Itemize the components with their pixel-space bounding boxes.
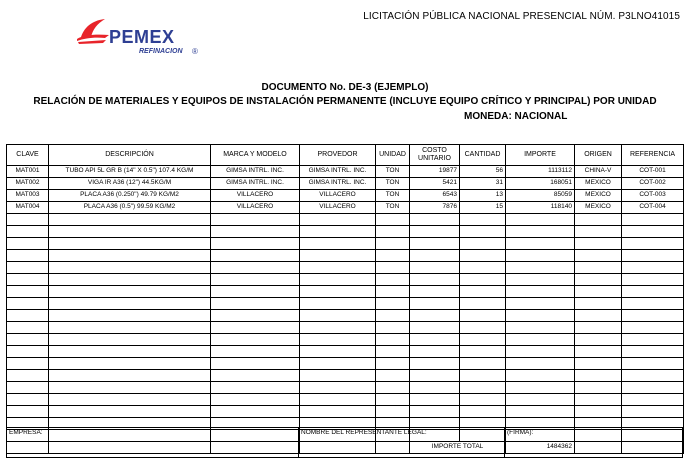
empty-cell xyxy=(376,358,410,370)
empty-cell xyxy=(376,382,410,394)
empty-cell xyxy=(376,334,410,346)
empty-cell xyxy=(622,310,684,322)
empty-cell xyxy=(376,310,410,322)
table-row xyxy=(7,166,684,178)
empty-row xyxy=(7,346,684,358)
cell-importe: 118140 xyxy=(506,202,575,214)
cell-costo: 19877 xyxy=(410,166,460,178)
empty-cell xyxy=(622,334,684,346)
empty-cell xyxy=(376,238,410,250)
empty-cell xyxy=(376,370,410,382)
empty-cell xyxy=(460,346,506,358)
empty-cell xyxy=(575,310,622,322)
empty-cell xyxy=(506,310,575,322)
empty-cell xyxy=(7,346,49,358)
empty-cell xyxy=(460,310,506,322)
empty-cell xyxy=(7,406,49,418)
currency-title: MONEDA: NACIONAL xyxy=(464,111,568,122)
header-referencia: REFERENCIA xyxy=(622,145,684,166)
cell-importe: 85059 xyxy=(506,190,575,202)
empty-cell xyxy=(211,310,300,322)
empty-row xyxy=(7,214,684,226)
empty-cell xyxy=(460,238,506,250)
empty-cell xyxy=(410,250,460,262)
signature-section xyxy=(6,427,683,458)
header-clave: CLAVE xyxy=(7,145,49,166)
empty-cell xyxy=(460,226,506,238)
empty-cell xyxy=(376,226,410,238)
cell-costo: 5421 xyxy=(410,178,460,190)
empty-cell xyxy=(622,370,684,382)
empty-cell xyxy=(575,238,622,250)
table-header-row xyxy=(7,145,684,166)
empty-cell xyxy=(7,310,49,322)
empty-cell xyxy=(376,394,410,406)
empty-cell xyxy=(622,406,684,418)
empty-cell xyxy=(211,394,300,406)
empty-cell xyxy=(49,358,211,370)
empty-cell xyxy=(7,394,49,406)
empty-cell xyxy=(622,238,684,250)
empty-cell xyxy=(376,274,410,286)
cell-cantidad: 15 xyxy=(460,202,506,214)
empty-cell xyxy=(300,370,376,382)
empty-cell xyxy=(49,238,211,250)
cell-referencia: COT-002 xyxy=(622,178,684,190)
empty-cell xyxy=(410,262,460,274)
empty-cell xyxy=(376,214,410,226)
empty-cell xyxy=(211,382,300,394)
empty-cell xyxy=(211,370,300,382)
registered-mark: ® xyxy=(192,47,198,56)
empty-cell xyxy=(622,286,684,298)
empty-cell xyxy=(575,358,622,370)
empty-cell xyxy=(575,370,622,382)
empty-cell xyxy=(622,274,684,286)
empty-cell xyxy=(410,322,460,334)
empty-row xyxy=(7,226,684,238)
table-row xyxy=(7,202,684,214)
empty-row xyxy=(7,358,684,370)
header-origen: ORIGEN xyxy=(575,145,622,166)
empty-cell xyxy=(49,310,211,322)
empty-cell xyxy=(7,214,49,226)
firma-field[interactable]: (FIRMA): xyxy=(507,429,534,436)
header-unidad: UNIDAD xyxy=(376,145,410,166)
pemex-wordmark: PEMEX xyxy=(109,27,175,47)
empty-cell xyxy=(575,250,622,262)
cell-cantidad: 56 xyxy=(460,166,506,178)
table-body xyxy=(7,166,684,454)
cell-proveedor: GIMSA INTRL. INC. xyxy=(300,178,376,190)
empty-cell xyxy=(410,406,460,418)
empty-cell xyxy=(622,298,684,310)
cell-origen: MEXICO xyxy=(575,190,622,202)
empty-cell xyxy=(300,310,376,322)
empty-cell xyxy=(575,394,622,406)
empty-cell xyxy=(49,382,211,394)
empty-cell xyxy=(376,406,410,418)
empty-cell xyxy=(211,214,300,226)
empty-cell xyxy=(300,298,376,310)
empty-cell xyxy=(460,298,506,310)
empty-cell xyxy=(211,262,300,274)
pemex-eagle-icon xyxy=(75,17,111,47)
empty-cell xyxy=(460,334,506,346)
cell-clave: MAT002 xyxy=(7,178,49,190)
empty-cell xyxy=(460,370,506,382)
empty-row xyxy=(7,274,684,286)
representante-field[interactable]: NOMBRE DEL REPRESENTANTE LEGAL: xyxy=(299,428,505,457)
empty-cell xyxy=(7,370,49,382)
empty-cell xyxy=(7,298,49,310)
empty-cell xyxy=(300,322,376,334)
empty-cell xyxy=(300,346,376,358)
cell-descripcion: PLACA A36 (0.5") 99.59 KG/M2 xyxy=(49,202,211,214)
empty-cell xyxy=(211,286,300,298)
cell-descripcion: PLACA A36 (0.250") 49.79 KG/M2 xyxy=(49,190,211,202)
cell-referencia: COT-003 xyxy=(622,190,684,202)
empty-cell xyxy=(575,214,622,226)
empty-row xyxy=(7,382,684,394)
empty-cell xyxy=(460,394,506,406)
empty-cell xyxy=(575,334,622,346)
empty-cell xyxy=(300,262,376,274)
empty-cell xyxy=(460,322,506,334)
header-cantidad: CANTIDAD xyxy=(460,145,506,166)
empty-cell xyxy=(49,226,211,238)
empty-row xyxy=(7,334,684,346)
empty-cell xyxy=(575,346,622,358)
cell-marca: GIMSA INTRL. INC. xyxy=(211,166,300,178)
refinacion-label: REFINACION xyxy=(139,48,183,55)
empty-cell xyxy=(575,298,622,310)
cell-unidad: TON xyxy=(376,202,410,214)
empty-cell xyxy=(506,382,575,394)
empty-cell xyxy=(7,358,49,370)
empty-cell xyxy=(410,370,460,382)
cell-proveedor: VILLACERO xyxy=(300,190,376,202)
empty-cell xyxy=(506,250,575,262)
empty-cell xyxy=(300,334,376,346)
empty-row xyxy=(7,238,684,250)
empty-cell xyxy=(410,346,460,358)
empty-cell xyxy=(410,394,460,406)
empty-cell xyxy=(506,226,575,238)
empty-cell xyxy=(460,286,506,298)
cell-referencia: COT-004 xyxy=(622,202,684,214)
empty-cell xyxy=(622,394,684,406)
empty-cell xyxy=(410,298,460,310)
empty-cell xyxy=(300,214,376,226)
empresa-field[interactable]: EMPRESA: xyxy=(7,428,299,457)
cell-importe: 168051 xyxy=(506,178,575,190)
empty-row xyxy=(7,310,684,322)
empty-cell xyxy=(300,250,376,262)
empty-row xyxy=(7,262,684,274)
empty-cell xyxy=(49,334,211,346)
empty-cell xyxy=(506,394,575,406)
cell-cantidad: 13 xyxy=(460,190,506,202)
empty-cell xyxy=(622,226,684,238)
empty-cell xyxy=(622,214,684,226)
empty-cell xyxy=(376,322,410,334)
empty-cell xyxy=(575,274,622,286)
empty-cell xyxy=(300,358,376,370)
relation-title: RELACIÓN DE MATERIALES Y EQUIPOS DE INSTALACIÓN PERMANENTE (INCLUYE EQUIPO CRÍTICO Y PRINCIPAL) POR UNIDAD xyxy=(33,96,657,107)
empty-cell xyxy=(506,262,575,274)
cell-descripcion: VIGA IR A36 (12") 44.5KG/M xyxy=(49,178,211,190)
empty-cell xyxy=(7,250,49,262)
empty-cell xyxy=(410,358,460,370)
empty-cell xyxy=(211,334,300,346)
empty-cell xyxy=(622,358,684,370)
cell-clave: MAT004 xyxy=(7,202,49,214)
empty-cell xyxy=(410,310,460,322)
empty-cell xyxy=(376,286,410,298)
cell-importe: 1113112 xyxy=(506,166,575,178)
cell-marca: VILLACERO xyxy=(211,202,300,214)
empty-cell xyxy=(300,406,376,418)
empty-cell xyxy=(300,226,376,238)
table-row xyxy=(7,178,684,190)
empty-row xyxy=(7,298,684,310)
header-descripcion: DESCRIPCIÓN xyxy=(49,145,211,166)
empty-cell xyxy=(376,346,410,358)
empty-cell xyxy=(376,250,410,262)
pemex-logo xyxy=(75,17,205,59)
empty-row xyxy=(7,322,684,334)
empty-cell xyxy=(410,238,460,250)
empty-cell xyxy=(460,214,506,226)
empty-cell xyxy=(211,346,300,358)
empty-cell xyxy=(211,298,300,310)
cell-unidad: TON xyxy=(376,190,410,202)
empty-cell xyxy=(622,322,684,334)
table-row xyxy=(7,190,684,202)
empty-cell xyxy=(410,226,460,238)
empty-cell xyxy=(506,298,575,310)
empty-cell xyxy=(7,274,49,286)
empty-cell xyxy=(211,250,300,262)
document-title: DOCUMENTO No. DE-3 (EJEMPLO) xyxy=(261,82,429,93)
header-importe: IMPORTE xyxy=(506,145,575,166)
empty-cell xyxy=(300,274,376,286)
empty-cell xyxy=(622,346,684,358)
cell-costo: 7876 xyxy=(410,202,460,214)
header-costo: COSTO UNITARIO xyxy=(410,145,460,166)
empty-cell xyxy=(410,274,460,286)
empty-cell xyxy=(49,250,211,262)
empty-cell xyxy=(622,262,684,274)
cell-marca: GIMSA INTRL. INC. xyxy=(211,178,300,190)
empty-row xyxy=(7,406,684,418)
empty-cell xyxy=(460,358,506,370)
empty-row xyxy=(7,394,684,406)
empty-cell xyxy=(575,406,622,418)
empty-cell xyxy=(49,406,211,418)
empty-cell xyxy=(49,214,211,226)
empty-cell xyxy=(575,322,622,334)
empty-cell xyxy=(506,322,575,334)
cell-proveedor: VILLACERO xyxy=(300,202,376,214)
empty-cell xyxy=(460,262,506,274)
empty-row xyxy=(7,250,684,262)
empty-cell xyxy=(211,238,300,250)
empty-cell xyxy=(49,394,211,406)
empty-cell xyxy=(7,334,49,346)
empty-cell xyxy=(506,406,575,418)
cell-proveedor: GIMSA INTRL. INC. xyxy=(300,166,376,178)
header-marca: MARCA Y MODELO xyxy=(211,145,300,166)
empty-cell xyxy=(376,262,410,274)
empty-cell xyxy=(410,214,460,226)
empty-cell xyxy=(7,322,49,334)
empty-cell xyxy=(211,322,300,334)
empty-cell xyxy=(211,406,300,418)
empty-cell xyxy=(575,286,622,298)
empty-cell xyxy=(622,382,684,394)
empty-cell xyxy=(49,274,211,286)
empty-cell xyxy=(575,382,622,394)
empty-cell xyxy=(460,274,506,286)
empty-cell xyxy=(300,382,376,394)
empty-cell xyxy=(211,358,300,370)
cell-marca: VILLACERO xyxy=(211,190,300,202)
empty-cell xyxy=(410,286,460,298)
cell-descripcion: TUBO API 5L GR B (14" X 0.5") 107.4 KG/M xyxy=(49,166,211,178)
empty-cell xyxy=(506,358,575,370)
empty-cell xyxy=(506,214,575,226)
empty-row xyxy=(7,286,684,298)
empty-cell xyxy=(506,286,575,298)
empty-cell xyxy=(211,274,300,286)
empty-cell xyxy=(622,250,684,262)
empty-cell xyxy=(300,394,376,406)
empty-cell xyxy=(410,382,460,394)
cell-unidad: TON xyxy=(376,166,410,178)
empty-cell xyxy=(49,298,211,310)
empty-cell xyxy=(506,334,575,346)
cell-origen: CHINA-V xyxy=(575,166,622,178)
tender-code: LICITACIÓN PÚBLICA NACIONAL PRESENCIAL NÚM. P3LNO41015 xyxy=(363,11,680,22)
empty-cell xyxy=(460,406,506,418)
empty-cell xyxy=(49,370,211,382)
cell-clave: MAT001 xyxy=(7,166,49,178)
empty-cell xyxy=(7,262,49,274)
cell-cantidad: 31 xyxy=(460,178,506,190)
empty-cell xyxy=(460,250,506,262)
empty-cell xyxy=(49,322,211,334)
empty-cell xyxy=(300,238,376,250)
empty-cell xyxy=(49,286,211,298)
empty-cell xyxy=(7,286,49,298)
empty-cell xyxy=(410,334,460,346)
cell-origen: MEXICO xyxy=(575,202,622,214)
cell-origen: MEXICO xyxy=(575,178,622,190)
cell-unidad: TON xyxy=(376,178,410,190)
empty-cell xyxy=(7,226,49,238)
empty-cell xyxy=(506,370,575,382)
empty-cell xyxy=(376,298,410,310)
empty-row xyxy=(7,370,684,382)
empty-cell xyxy=(49,346,211,358)
empty-cell xyxy=(506,346,575,358)
empty-cell xyxy=(7,238,49,250)
empty-cell xyxy=(575,262,622,274)
cell-referencia: COT-001 xyxy=(622,166,684,178)
empty-cell xyxy=(506,274,575,286)
header-proveedor: PROVEDOR xyxy=(300,145,376,166)
cell-costo: 6543 xyxy=(410,190,460,202)
empty-cell xyxy=(49,262,211,274)
empty-cell xyxy=(575,226,622,238)
empty-cell xyxy=(211,226,300,238)
total-value: 1484362 xyxy=(506,442,575,454)
materials-table xyxy=(6,144,684,454)
cell-clave: MAT003 xyxy=(7,190,49,202)
empty-cell xyxy=(506,238,575,250)
empty-cell xyxy=(7,382,49,394)
empty-cell xyxy=(300,286,376,298)
total-label: IMPORTE TOTAL xyxy=(410,442,506,454)
empty-cell xyxy=(460,382,506,394)
